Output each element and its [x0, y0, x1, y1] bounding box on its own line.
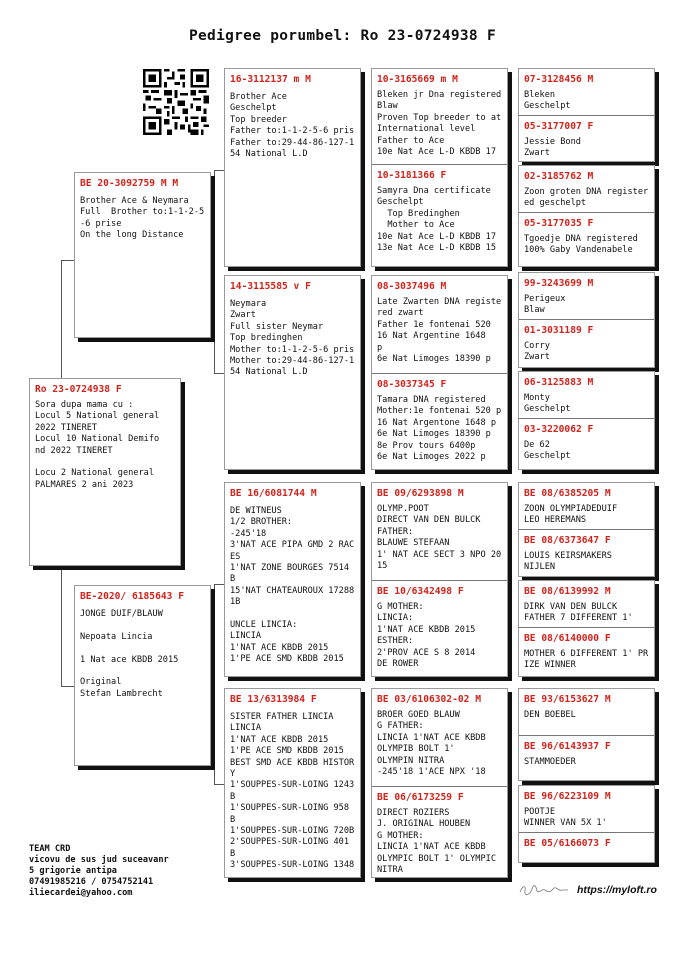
ring-number: 08-3037496 M	[377, 281, 447, 292]
ring-number: 10-3165669 m M	[377, 74, 458, 85]
ring-number: BE 10/6342498 F	[377, 586, 464, 597]
pedigree-pair-g3-d	[371, 688, 508, 878]
card-notes: JONGE DUIF/BLAUW Nepoata Lincia 1 Nat ace KBDB 2015 Original Stefan Lambrecht	[80, 609, 179, 699]
pedigree-card-g3-4	[372, 373, 507, 470]
pedigree-pair-g3-a	[371, 68, 508, 267]
connector-dam-branch	[214, 584, 215, 784]
card-notes: Jessie Bond Zwart	[524, 137, 581, 159]
connector-sire-sd	[214, 373, 224, 374]
card-notes: Perigeux Blaw	[524, 294, 566, 316]
ring-number: 08-3037345 F	[377, 379, 447, 390]
pedigree-card-g4-4	[519, 212, 654, 267]
pedigree-card-sire-sire	[224, 68, 361, 267]
card-notes: ZOON OLYMPIADEDUIF LEO HEREMANS	[524, 504, 618, 526]
pedigree-card-g3-1	[372, 69, 507, 163]
card-notes: Samyra Dna certificate Geschelpt Top Bredinghen Mother to Ace 10e Nat Ace L-D KBDB 17 13e Nat Ace L-D KBDB 15	[377, 186, 496, 254]
card-notes: Bleken Geschelpt	[524, 90, 571, 112]
pedigree-card-g4-6	[519, 319, 654, 368]
pedigree-card-g3-3	[372, 276, 507, 367]
pedigree-pair-g4-b	[518, 165, 655, 267]
pedigree-card-dam-dam	[224, 688, 361, 878]
ring-number: 14-3115585 v F	[230, 281, 311, 292]
qr-code-icon	[143, 69, 209, 135]
ring-number: 10-3181366 F	[377, 170, 447, 181]
ring-number: BE 08/6139992 M	[524, 586, 611, 597]
card-notes: DIRK VAN DEN BULCK FATHER 7 DIFFERENT 1'	[524, 602, 633, 624]
pedigree-card-sire-dam	[224, 275, 361, 470]
pedigree-card-g4-9	[519, 483, 654, 529]
card-notes: Sora dupa mama cu : Locul 5 National general 2022 TINERET Locul 10 National Demifo nd 2022 TINERET Locu 2 National general PALMARES 2 ani 2023	[35, 400, 160, 490]
ring-number: BE 96/6223109 M	[524, 791, 611, 802]
card-notes: BROER GOED BLAUW G FATHER: LINCIA 1'NAT ACE KBDB OLYMPIB BOLT 1' OLYMPIN NITRA -245'18 1'ACE NPX '18	[377, 710, 486, 778]
card-notes: DEN BOEBEL	[524, 710, 576, 720]
ring-number: BE 09/6293898 M	[377, 488, 464, 499]
card-notes: LOUIS KEIRSMAKERS NIJLEN	[524, 551, 612, 573]
pedigree-card-g4-8	[519, 418, 654, 470]
ring-number: 03-3220062 F	[524, 424, 594, 435]
pedigree-pair-g4-e	[518, 482, 655, 577]
pedigree-card-g4-12	[519, 627, 654, 677]
pedigree-pair-g4-d	[518, 371, 655, 470]
card-notes: POOTJE WINNER VAN 5X 1'	[524, 807, 607, 829]
card-notes: Neymara Zwart Full sister Neymar Top bredinghen Mother to:1-1-2-5-6 pris Mother to:29-44-86-127-1 54 National L.D	[230, 299, 355, 378]
card-notes: Brother Ace & Neymara Full Brother to:1-1-2-5 -6 prise On the long Distance	[80, 196, 205, 241]
pedigree-pair-g4-g	[518, 688, 655, 781]
connector-sire-branch	[214, 170, 215, 373]
ring-number: BE 93/6153627 M	[524, 694, 611, 705]
ring-number: 02-3185762 M	[524, 171, 594, 182]
pedigree-card-g4-15	[519, 786, 654, 832]
pedigree-pair-g4-c	[518, 272, 655, 368]
breeder-phone: 07491985216 / 0754752141	[29, 877, 154, 887]
breeder-email[interactable]: iliecardei@yahoo.com	[29, 888, 133, 898]
pedigree-card-dam	[74, 585, 211, 766]
pedigree-card-g4-11	[519, 581, 654, 627]
connector-dam-ds	[214, 584, 224, 585]
pedigree-card-g3-7	[372, 689, 507, 779]
breeder-address-1: vicovu de sus jud suceavanr	[29, 855, 169, 865]
signature-mark	[518, 883, 570, 897]
card-notes: Bleken jr Dna registered Blaw Proven Top breeder to at International level Father to Ace 10e Nat Ace L-D KBDB 17	[377, 90, 502, 158]
ring-number: Ro 23-0724938 F	[35, 384, 122, 395]
ring-number: BE-2020/ 6185643 F	[80, 591, 184, 602]
ring-number: BE 05/6166073 F	[524, 838, 611, 849]
ring-number: 06-3125883 M	[524, 377, 594, 388]
pedigree-card-g4-13	[519, 689, 654, 735]
card-notes: Zoon groten DNA register ed geschelpt	[524, 187, 649, 209]
card-notes: Late Zwarten DNA registe red zwart Father 1e fontenai 520 16 Nat Argentine 1648 p 6e Nat Limoges 18390 p	[377, 297, 502, 365]
ring-number: 01-3031189 F	[524, 325, 594, 336]
pedigree-card-g3-8	[372, 786, 507, 878]
pedigree-card-g4-2	[519, 115, 654, 162]
card-notes: OLYMP.POOT DIRECT VAN DEN BULCK FATHER: BLAUWE STEFAAN 1' NAT ACE SECT 3 NPO 20 15	[377, 504, 502, 572]
ring-number: BE 13/6313984 F	[230, 694, 317, 705]
ring-number: 99-3243699 M	[524, 278, 594, 289]
pedigree-card-g3-2	[372, 164, 507, 267]
card-notes: Brother Ace Geschelpt Top breeder Father to:1-1-2-5-6 pris Father to:29-44-86-127-1 54 National L.D	[230, 92, 355, 160]
ring-number: BE 08/6373647 F	[524, 535, 611, 546]
pedigree-card-g4-3	[519, 166, 654, 212]
connector-dam-dd	[214, 784, 224, 785]
ring-number: BE 08/6140000 F	[524, 633, 611, 644]
ring-number: 16-3112137 m M	[230, 74, 311, 85]
pedigree-pair-g3-c	[371, 482, 508, 677]
ring-number: BE 06/6173259 F	[377, 792, 464, 803]
card-notes: STAMMOEDER	[524, 757, 576, 767]
connector-sire	[61, 260, 75, 261]
pedigree-card-g3-6	[372, 580, 507, 677]
pedigree-card-dam-sire	[224, 482, 361, 677]
card-notes: DIRECT ROZIERS J. ORIGINAL HOUBEN G MOTHER: LINCIA 1'NAT ACE KBDB OLYMPIC BOLT 1' OLYMPIC NITRA	[377, 808, 496, 876]
pedigree-card-subject	[29, 378, 181, 566]
breeder-team: TEAM CRD	[29, 844, 71, 854]
ring-number: BE 16/6081744 M	[230, 488, 317, 499]
ring-number: BE 96/6143937 F	[524, 741, 611, 752]
card-notes: DE WITNEUS 1/2 BROTHER: -245'18 3'NAT ACE PIPA GMD 2 RAC ES 1'NAT ZONE BOURGES 7514 B 15'NAT CHATEAUROUX 17288 1B UNCLE LINCIA: LINCIA 1'NAT ACE KBDB 2015 1'PE ACE SMD KBDB 2015	[230, 506, 355, 665]
card-notes: Corry Zwart	[524, 341, 550, 363]
ring-number: 07-3128456 M	[524, 74, 594, 85]
ring-number: 05-3177007 F	[524, 121, 594, 132]
card-notes: De 62 Geschelpt	[524, 440, 571, 462]
connector-sire-ss	[214, 170, 224, 171]
pedigree-pair-g3-b	[371, 275, 508, 470]
breeder-contact	[29, 844, 169, 899]
card-notes: SISTER FATHER LINCIA LINCIA 1'NAT ACE KBDB 2015 1'PE ACE SMD KBDB 2015 BEST SMD ACE KBDB HISTOR Y 1'SOUPPES-SUR-LOING 1243 B 1'SOUPPES-SUR-LOING 958 B 1'SOUPPES-SUR-LOING 720B 2'SOUPPES-SUR-LOING 401 B 3'SOUPPES-SUR-LOING 1348	[230, 712, 355, 871]
card-notes: Tamara DNA registered Mother:1e fontenai 520 p 16 Nat Argentone 1648 p 6e Nat Limoges 18390 p 8e Prov tours 6400p 6e Nat Limoges 2022 p	[377, 395, 502, 463]
page-title: Pedigree porumbel: Ro 23-0724938 F	[188, 28, 496, 44]
pedigree-card-g4-16	[519, 832, 654, 863]
pedigree-card-g3-5	[372, 483, 507, 574]
connector-dam	[61, 686, 75, 687]
pedigree-card-g4-1	[519, 69, 654, 115]
card-notes: MOTHER 6 DIFFERENT 1' PR IZE WINNER	[524, 649, 649, 671]
ring-number: 05-3177035 F	[524, 218, 594, 229]
ring-number: BE 03/6106302-02 M	[377, 694, 481, 705]
breeder-address-2: 5 grigorie antipa	[29, 866, 117, 876]
card-notes: Tgoedje DNA registered 100% Gaby Vandenabele	[524, 234, 638, 256]
ring-number: BE 20-3092759 M M	[80, 178, 179, 189]
pedigree-pair-g4-a	[518, 68, 655, 162]
pedigree-card-g4-5	[519, 273, 654, 319]
pedigree-card-sire	[74, 172, 211, 338]
ring-number: BE 08/6385205 M	[524, 488, 611, 499]
website-link[interactable]: https://myloft.ro	[577, 884, 657, 896]
pedigree-pair-g4-f	[518, 580, 655, 677]
pedigree-card-g4-14	[519, 735, 654, 781]
pedigree-card-g4-10	[519, 529, 654, 577]
pedigree-card-g4-7	[519, 372, 654, 418]
pedigree-pair-g4-h	[518, 785, 655, 863]
card-notes: G MOTHER: LINCIA: 1'NAT ACE KBDB 2015 ESTHER: 2'PROV ACE S 8 2014 DE ROWER	[377, 602, 476, 670]
card-notes: Monty Geschelpt	[524, 393, 571, 415]
